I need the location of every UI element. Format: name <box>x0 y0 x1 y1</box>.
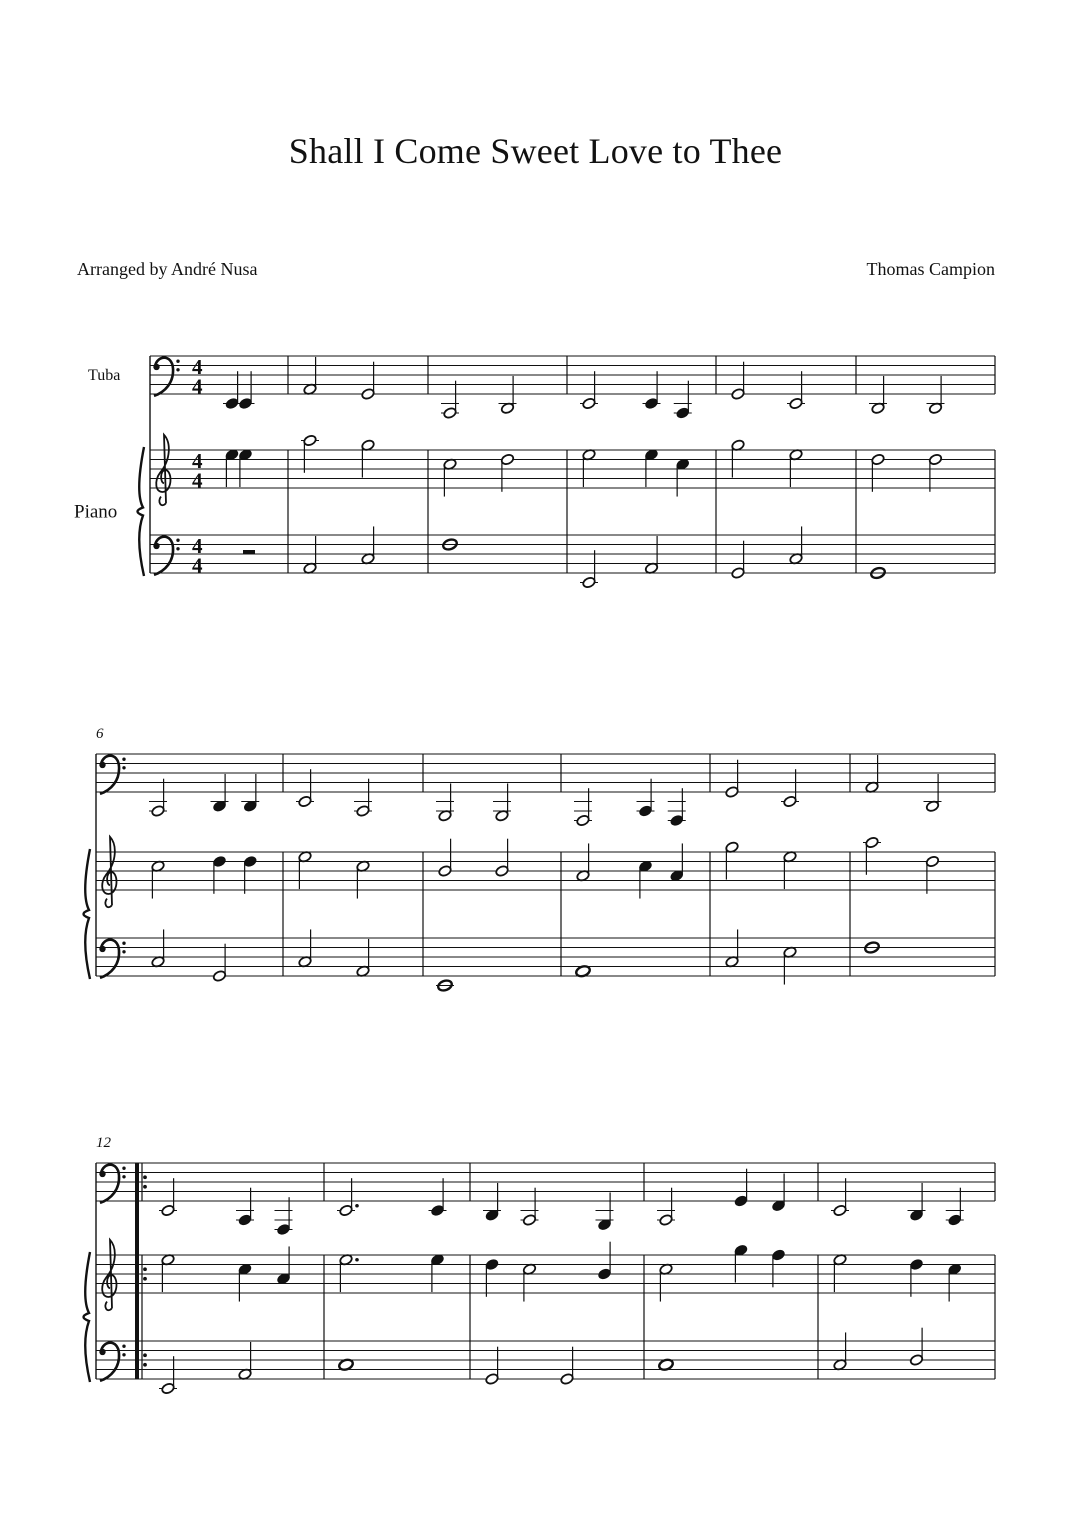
tuba-note <box>582 371 596 410</box>
piano-treble-note <box>659 1263 673 1302</box>
bass-clef-icon <box>122 942 125 945</box>
tuba-note <box>871 376 885 415</box>
tuba-note <box>522 1188 536 1227</box>
piano-treble-note <box>909 1258 923 1297</box>
measure-number: 6 <box>96 726 104 742</box>
tuba-note <box>676 381 690 420</box>
piano-bass-note <box>212 944 226 983</box>
piano-treble-note <box>212 855 226 894</box>
piano-treble-note <box>430 1253 444 1292</box>
piano-treble-note <box>670 843 684 882</box>
repeat-dot <box>143 1353 147 1357</box>
tuba-note <box>783 769 797 808</box>
piano-brace-icon <box>138 447 145 576</box>
time-signature-beat-type: 4 <box>192 374 203 399</box>
treble-clef-icon <box>156 435 170 505</box>
piano-brace-icon <box>84 1252 91 1382</box>
tuba-note <box>833 1178 847 1217</box>
repeat-dot <box>143 1175 147 1179</box>
piano-treble-note <box>243 855 257 894</box>
tuba-note <box>928 376 942 415</box>
tuba-note <box>597 1192 611 1231</box>
piano-treble-note <box>485 1258 499 1297</box>
bass-clef-icon <box>99 762 105 768</box>
piano-bass-note <box>303 536 317 575</box>
piano-bass-note <box>361 526 375 565</box>
tuba-note <box>243 774 257 813</box>
bass-clef-icon <box>99 1349 105 1355</box>
piano-brace-icon <box>84 849 91 979</box>
arranger-credit: Arranged by André Nusa <box>77 259 258 279</box>
tuba-note <box>356 779 370 818</box>
tuba-note <box>948 1188 962 1227</box>
piano-treble-note <box>361 439 375 478</box>
piano-treble-note <box>303 434 317 473</box>
piano-treble-note <box>161 1253 175 1292</box>
bass-clef-icon <box>154 358 173 396</box>
instrument-label-tuba: Tuba <box>88 367 121 384</box>
bass-clef-icon <box>99 946 105 952</box>
piano-treble-note <box>443 458 457 497</box>
piano-treble-note <box>522 1263 536 1302</box>
piano-treble-note <box>276 1246 290 1285</box>
bass-clef-icon <box>153 364 159 370</box>
bass-clef-icon <box>100 756 119 794</box>
piano-treble-note <box>238 1263 252 1302</box>
tuba-note <box>576 788 590 827</box>
piano-treble-note <box>928 453 942 492</box>
tuba-note <box>771 1173 785 1212</box>
piano-bass-note <box>298 929 312 968</box>
tuba-note <box>485 1183 499 1222</box>
piano-treble-note <box>676 458 690 497</box>
bass-clef-icon <box>122 1175 125 1178</box>
tuba-note <box>212 774 226 813</box>
tuba-note <box>925 774 939 813</box>
tuba-note <box>734 1169 748 1208</box>
piano-bass-note <box>909 1328 923 1367</box>
piano-treble-note <box>298 850 312 889</box>
piano-bass-note <box>238 1342 252 1381</box>
piano-treble-note <box>771 1249 785 1288</box>
tuba-note <box>238 1188 252 1227</box>
bass-clef-icon <box>100 1165 119 1203</box>
tuba-note <box>339 1178 359 1217</box>
piano-treble-note <box>948 1263 962 1302</box>
bass-clef-icon <box>154 537 173 575</box>
piano-treble-note <box>582 448 596 487</box>
augmentation-dot <box>355 1258 359 1262</box>
bass-clef-icon <box>100 1343 119 1381</box>
piano-treble-note <box>597 1242 611 1281</box>
bass-clef-icon <box>122 950 125 953</box>
tuba-note <box>238 371 252 410</box>
score-title: Shall I Come Sweet Love to Thee <box>288 131 783 171</box>
piano-bass-note <box>161 1356 175 1395</box>
piano-bass-note <box>783 946 797 985</box>
piano-bass-note <box>485 1347 499 1386</box>
piano-treble-note <box>238 448 252 487</box>
piano-treble-note <box>865 836 879 875</box>
tuba-note <box>644 371 658 410</box>
piano-treble-note <box>225 448 239 487</box>
tuba-note <box>438 783 452 822</box>
bass-clef-icon <box>99 1171 105 1177</box>
piano-bass-note <box>356 939 370 978</box>
composer-credit: Thomas Campion <box>866 259 995 279</box>
bass-clef-icon <box>122 1345 125 1348</box>
piano-treble-note <box>734 1244 748 1283</box>
bass-clef-icon <box>153 543 159 549</box>
piano-treble-note <box>500 453 514 492</box>
repeat-dot <box>143 1185 147 1189</box>
piano-bass-note <box>644 536 658 575</box>
time-signature-beats: 4 <box>192 534 203 559</box>
piano-bass-note <box>731 541 745 580</box>
tuba-note <box>865 755 879 794</box>
time-signature-beat-type: 4 <box>192 468 203 493</box>
bass-clef-icon <box>122 758 125 761</box>
piano-treble-note <box>438 839 452 878</box>
augmentation-dot <box>355 1204 359 1208</box>
piano-treble-note <box>339 1253 359 1292</box>
repeat-start-thick-bar <box>135 1163 139 1379</box>
piano-treble-note <box>731 439 745 478</box>
bass-clef-icon <box>122 1353 125 1356</box>
bass-clef-icon <box>176 360 179 363</box>
tuba-note <box>303 357 317 396</box>
repeat-dot <box>143 1363 147 1367</box>
tuba-note <box>151 779 165 818</box>
piano-treble-note <box>151 860 165 899</box>
tuba-note <box>731 362 745 401</box>
tuba-note <box>443 381 457 420</box>
time-signature-beat-type: 4 <box>192 553 203 578</box>
piano-bass-note <box>582 550 596 589</box>
treble-clef-icon <box>102 837 116 907</box>
tuba-note <box>909 1183 923 1222</box>
piano-treble-note <box>833 1253 847 1292</box>
tuba-note <box>670 788 684 827</box>
tuba-note <box>298 769 312 808</box>
repeat-dot <box>143 1277 147 1281</box>
bass-clef-icon <box>122 1167 125 1170</box>
bass-clef-icon <box>100 940 119 978</box>
tuba-note <box>500 376 514 415</box>
repeat-dot <box>143 1267 147 1271</box>
tuba-note <box>659 1188 673 1227</box>
half-rest-icon <box>243 550 255 554</box>
piano-bass-note <box>560 1347 574 1386</box>
piano-treble-note <box>725 841 739 880</box>
piano-bass-note <box>725 929 739 968</box>
bass-clef-icon <box>176 368 179 371</box>
tuba-note <box>495 783 509 822</box>
time-signature-beats: 4 <box>192 449 203 474</box>
tuba-note <box>161 1178 175 1217</box>
measure-number: 12 <box>96 1135 111 1151</box>
piano-treble-note <box>495 839 509 878</box>
treble-clef-icon <box>102 1240 116 1310</box>
tuba-note <box>430 1178 444 1217</box>
piano-treble-note <box>576 843 590 882</box>
tuba-note <box>725 760 739 799</box>
instrument-label-piano: Piano <box>74 501 118 523</box>
piano-bass-note <box>789 526 803 565</box>
tuba-note <box>276 1197 290 1236</box>
bass-clef-icon <box>122 766 125 769</box>
piano-treble-note <box>783 850 797 889</box>
tuba-note <box>361 362 375 401</box>
piano-bass-note <box>833 1332 847 1371</box>
piano-treble-note <box>789 448 803 487</box>
bass-clef-icon <box>176 539 179 542</box>
piano-treble-note <box>871 453 885 492</box>
piano-treble-note <box>925 855 939 894</box>
tuba-note <box>789 371 803 410</box>
piano-treble-note <box>638 860 652 899</box>
piano-treble-note <box>356 860 370 899</box>
bass-clef-icon <box>176 547 179 550</box>
piano-bass-note <box>151 929 165 968</box>
piano-treble-note <box>644 448 658 487</box>
time-signature-beats: 4 <box>192 355 203 380</box>
tuba-note <box>638 779 652 818</box>
